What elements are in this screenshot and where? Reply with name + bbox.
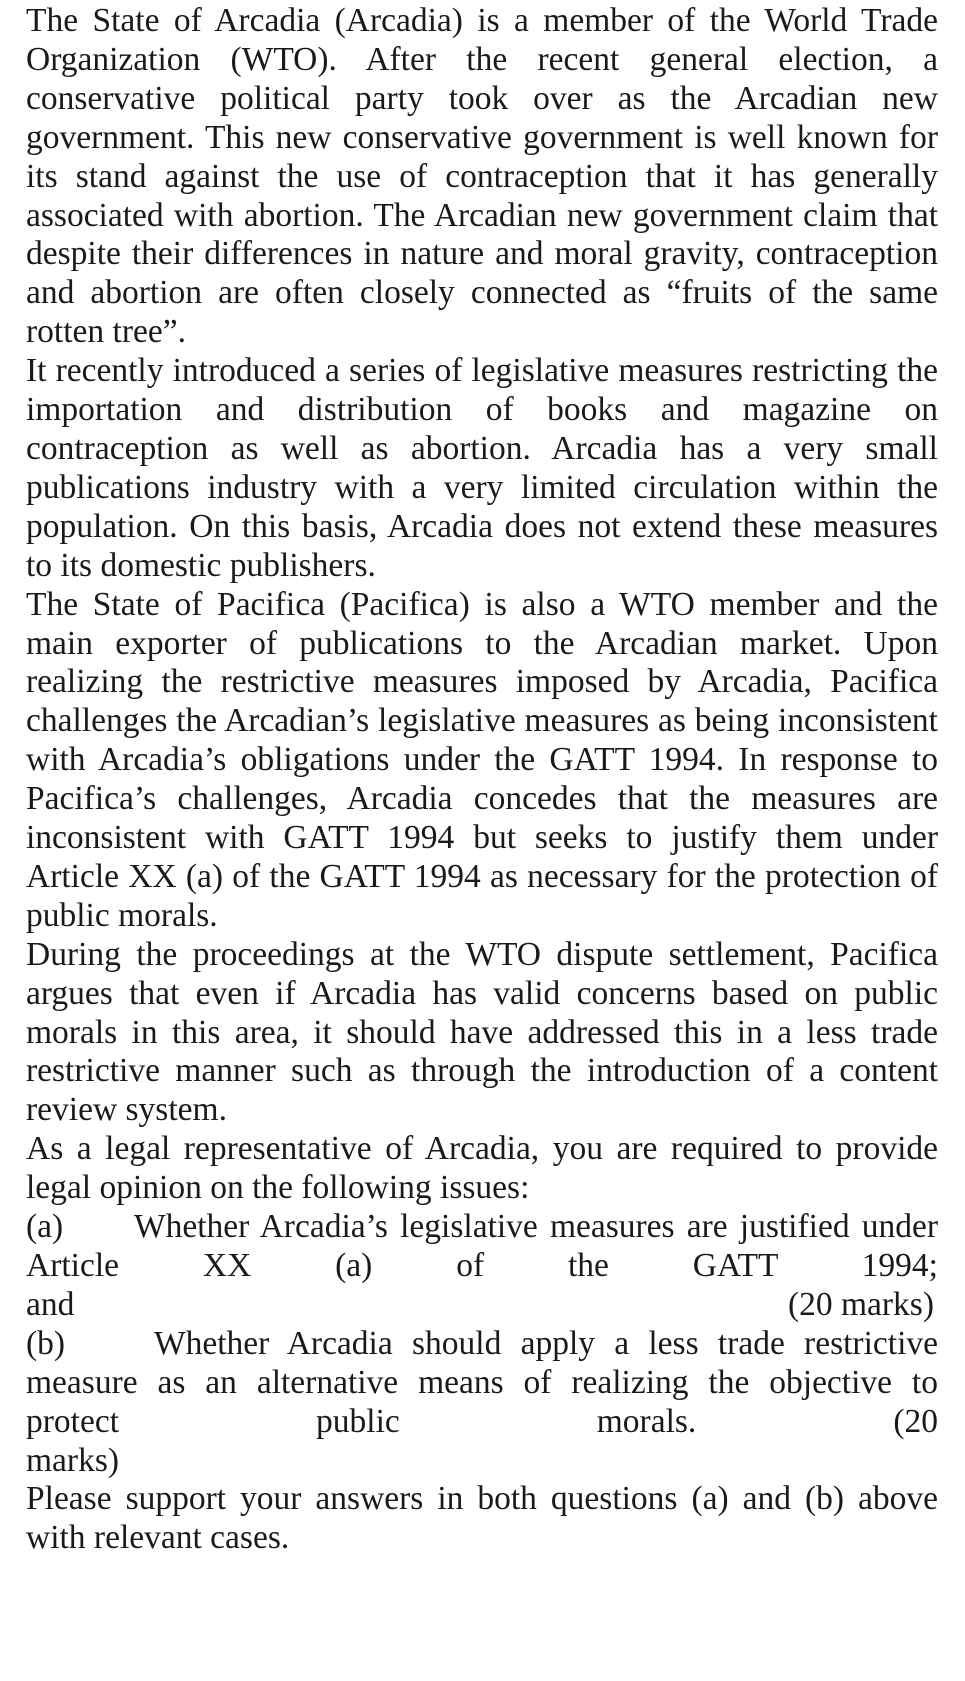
paragraph-instructions: As a legal representative of Arcadia, you are required to provide legal opinion on the following issues: xyxy=(26,1130,938,1207)
question-b-label: (b) xyxy=(26,1324,66,1362)
paragraph-closing: Please support your answers in both questions (a) and (b) above with relevant cases. xyxy=(26,1480,938,1557)
question-b-text: Whether Arcadia should apply a less trade restrictive measure as an alternative means of realizing the objective to xyxy=(26,1324,938,1401)
question-b-tail-word: public xyxy=(316,1402,400,1440)
question-a-tail: and xyxy=(26,1285,75,1323)
document-body xyxy=(26,2,938,1558)
question-b-tail-word: morals. xyxy=(596,1402,697,1440)
question-a-label: (a) xyxy=(26,1208,64,1246)
question-a-text: Whether Arcadia’s legislative measures are justified under Article XX (a) of the GATT 1994; xyxy=(26,1208,938,1284)
question-b xyxy=(26,1325,938,1403)
question-a-marks: (20 marks) xyxy=(787,1285,934,1323)
paragraph-arcadia-background: The State of Arcadia (Arcadia) is a member of the World Trade Organization (WTO). After the recent general election, a conservative political party took over as the Arcadian new government. This new conservative government is well known for its stand against the use of contraception that it has generally associated with abortion. The Arcadian new government claim that despite their differences in nature and moral gravity, contraception and abortion are often closely connected as “fruits of the same rotten tree”. xyxy=(26,2,938,351)
question-a xyxy=(26,1208,938,1286)
question-b-marks-start: (20 xyxy=(893,1402,938,1440)
question-b-tail-line xyxy=(26,1403,938,1442)
paragraph-legislative-measures: It recently introduced a series of legislative measures restricting the importation and distribution of books and magazine on contraception as well as abortion. Arcadia has a very small publications industry with a very limited circulation within the population. On this basis, Arcadia does not extend these measures to its domestic publishers. xyxy=(26,352,938,584)
question-b-marks-end: marks) xyxy=(26,1441,120,1479)
paragraph-pacifica-challenge: The State of Pacifica (Pacifica) is also a WTO member and the main exporter of publications to the Arcadian market. Upon realizing the restrictive measures imposed by Arcadia, Pacifica challenges the Arcadian’s legislative measures as being inconsistent with Arcadia’s obligations under the GATT 1994. In response to Pacifica’s challenges, Arcadia concedes that the measures are inconsistent with GATT 1994 but seeks to justify them under Article XX (a) of the GATT 1994 as necessary for the protection of public morals. xyxy=(26,585,938,934)
question-a-marks-line xyxy=(26,1286,938,1325)
question-b-tail-word: protect xyxy=(26,1402,120,1440)
paragraph-dispute-proceedings: During the proceedings at the WTO dispute settlement, Pacifica argues that even if Arcadia has valid concerns based on public morals in this area, it should have addressed this in a less trade restrictive manner such as through the introduction of a content review system. xyxy=(26,935,938,1129)
